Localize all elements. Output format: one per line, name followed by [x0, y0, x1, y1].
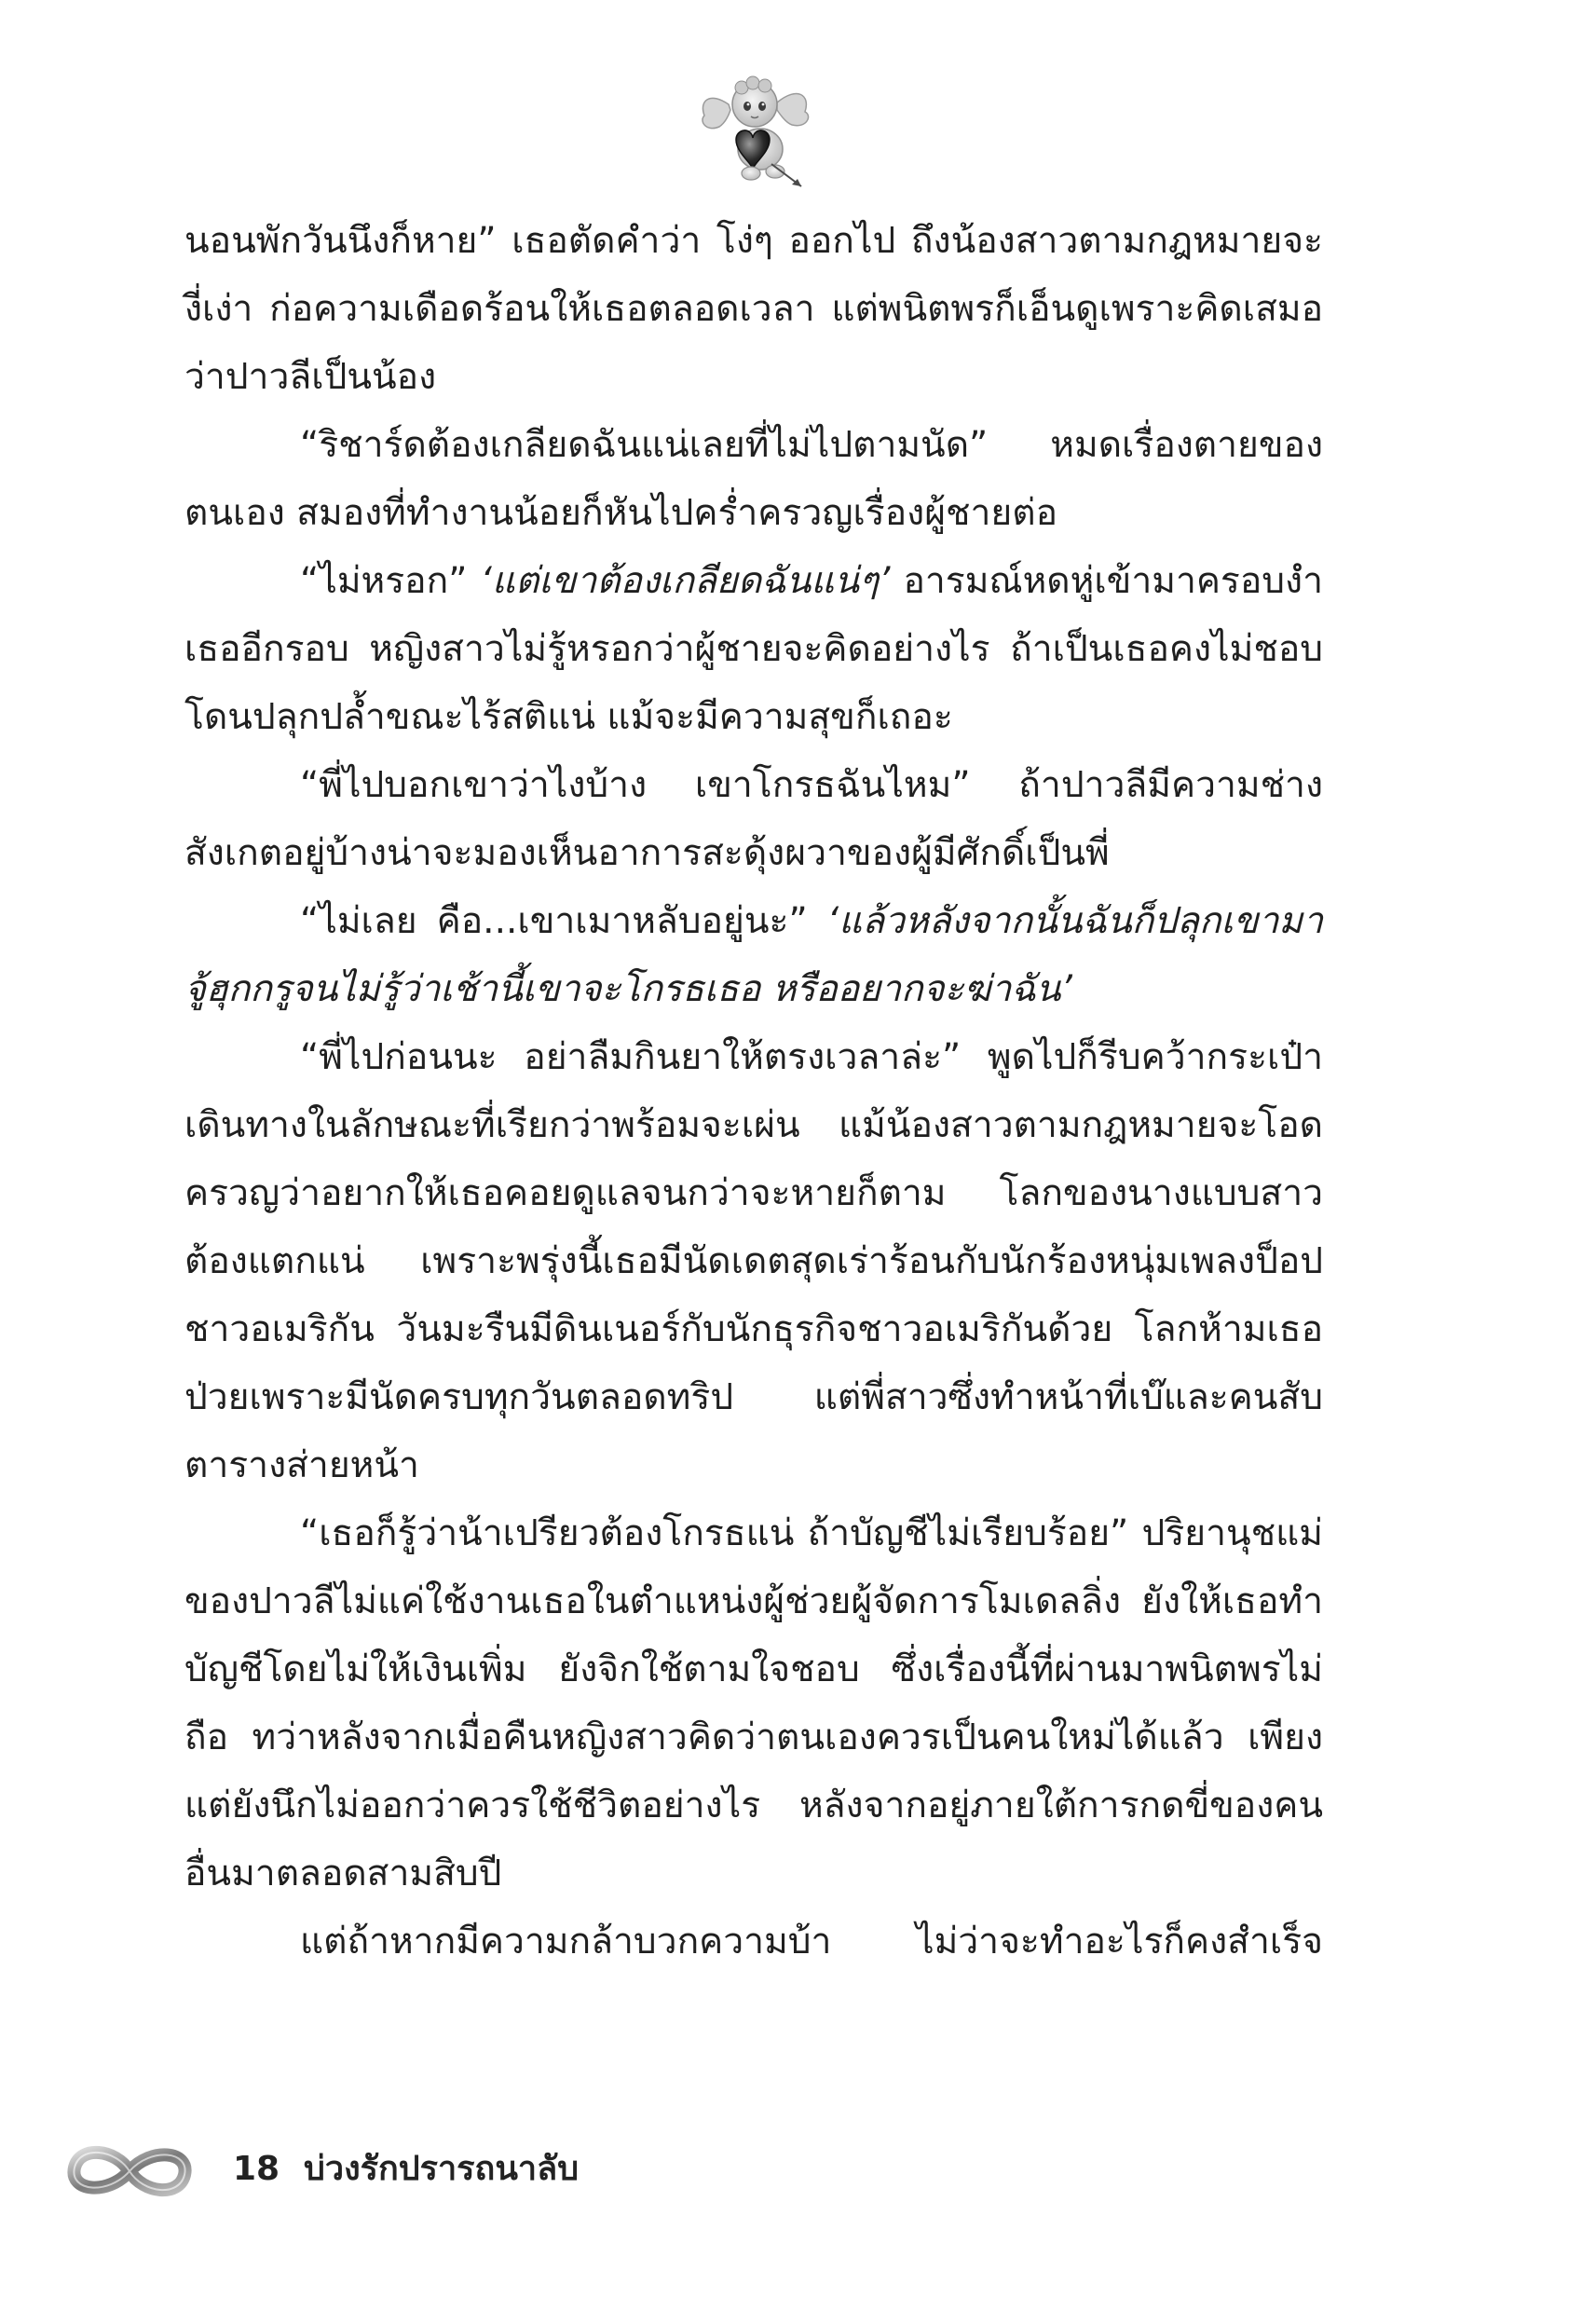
paragraph: นอนพักวันนึงก็หาย” เธอตัดคำว่า โง่ๆ ออกไป ถึงน้องสาวตามกฎหมายจะงี่เง่า ก่อความเดือดร้อนให้เธอตลอดเวลา แต่พนิตพรก็เอ็นดูเพราะคิดเสมอว่าปาวลีเป็นน้อง	[184, 220, 1323, 398]
inner-thought: ‘แต่เขาต้องเกลียดฉันแน่ๆ’	[480, 560, 891, 602]
inner-thought: ‘แล้วหลังจากนั้นฉันก็ปลุกเขามาจู้ฮุกกรูจนไม่รู้ว่าเช้านี้เขาจะโกรธเธอ หรืออยากจะฆ่าฉัน’	[184, 900, 1323, 1010]
page-number: 18	[233, 2150, 280, 2188]
infinity-icon	[60, 2134, 199, 2208]
paragraph	[184, 547, 1323, 751]
dialogue: “ไม่หรอก”	[300, 560, 468, 602]
book-title: บ่วงรักปรารถนาลับ	[304, 2150, 580, 2188]
page-footer	[60, 2117, 1364, 2220]
paragraph: “พี่ไปบอกเขาว่าไงบ้าง เขาโกรธฉันไหม” ถ้าปาวลีมีความช่างสังเกตอยู่บ้างน่าจะมองเห็นอาการสะดุ้งผวาของผู้มีศักดิ์เป็นพี่	[184, 764, 1323, 874]
narration: อารมณ์หดหู่เข้ามาครอบงำเธออีกรอบ หญิงสาวไม่รู้หรอกว่าผู้ชายจะคิดอย่างไร ถ้าเป็นเธอคงไม่ชอบโดนปลุกปล้ำขณะไร้สติแน่ แม้จะมีความสุขก็เถอะ	[184, 560, 1323, 738]
cupid-with-heart-icon	[695, 67, 816, 198]
paragraph: “เธอก็รู้ว่าน้าเปรียวต้องโกรธแน่ ถ้าบัญชีไม่เรียบร้อย” ปริยานุชแม่ของปาวลีไม่แค่ใช้งานเธอในตำแหน่งผู้ช่วยผู้จัดการโมเดลลิ่ง ยังให้เธอทำบัญชีโดยไม่ให้เงินเพิ่ม ยังจิกใช้ตามใจชอบ ซึ่งเรื่องนี้ที่ผ่านมาพนิตพรไม่ถือ ทว่าหลังจากเมื่อคืนหญิงสาวคิดว่าตนเองควรเป็นคนใหม่ได้แล้ว เพียงแต่ยังนึกไม่ออกว่าควรใช้ชีวิตอย่างไร หลังจากอยู่ภายใต้การกดขี่ของคนอื่นมาตลอดสามสิบปี	[184, 1512, 1323, 1894]
paragraph: “ริชาร์ดต้องเกลียดฉันแน่เลยที่ไม่ไปตามนัด” หมดเรื่องตายของตนเอง สมองที่ทำงานน้อยก็หันไปคร่ำครวญเรื่องผู้ชายต่อ	[184, 424, 1323, 534]
paragraph: “พี่ไปก่อนนะ อย่าลืมกินยาให้ตรงเวลาล่ะ” พูดไปก็รีบคว้ากระเป๋าเดินทางในลักษณะที่เรียกว่าพร้อมจะเผ่น แม้น้องสาวตามกฎหมายจะโอดครวญว่าอยากให้เธอคอยดูแลจนกว่าจะหายก็ตาม โลกของนางแบบสาวต้องแตกแน่ เพราะพรุ่งนี้เธอมีนัดเดตสุดเร่าร้อนกับนักร้องหนุ่มเพลงป็อปชาวอเมริกัน วันมะรืนมีดินเนอร์กับนักธุรกิจชาวอเมริกันด้วย โลกห้ามเธอป่วยเพราะมีนัดครบทุกวันตลอดทริป แต่พี่สาวซึ่งทำหน้าที่เบ๊และคนสับตารางส่ายหน้า	[184, 1036, 1323, 1486]
body-text	[184, 207, 1323, 2117]
dialogue: “ไม่เลย คือ...เขาเมาหลับอยู่นะ”	[300, 900, 808, 942]
paragraph: แต่ถ้าหากมีความกล้าบวกความบ้า ไม่ว่าจะทำอะไรก็คงสำเร็จ	[300, 1921, 1323, 1962]
paragraph	[184, 887, 1323, 1023]
